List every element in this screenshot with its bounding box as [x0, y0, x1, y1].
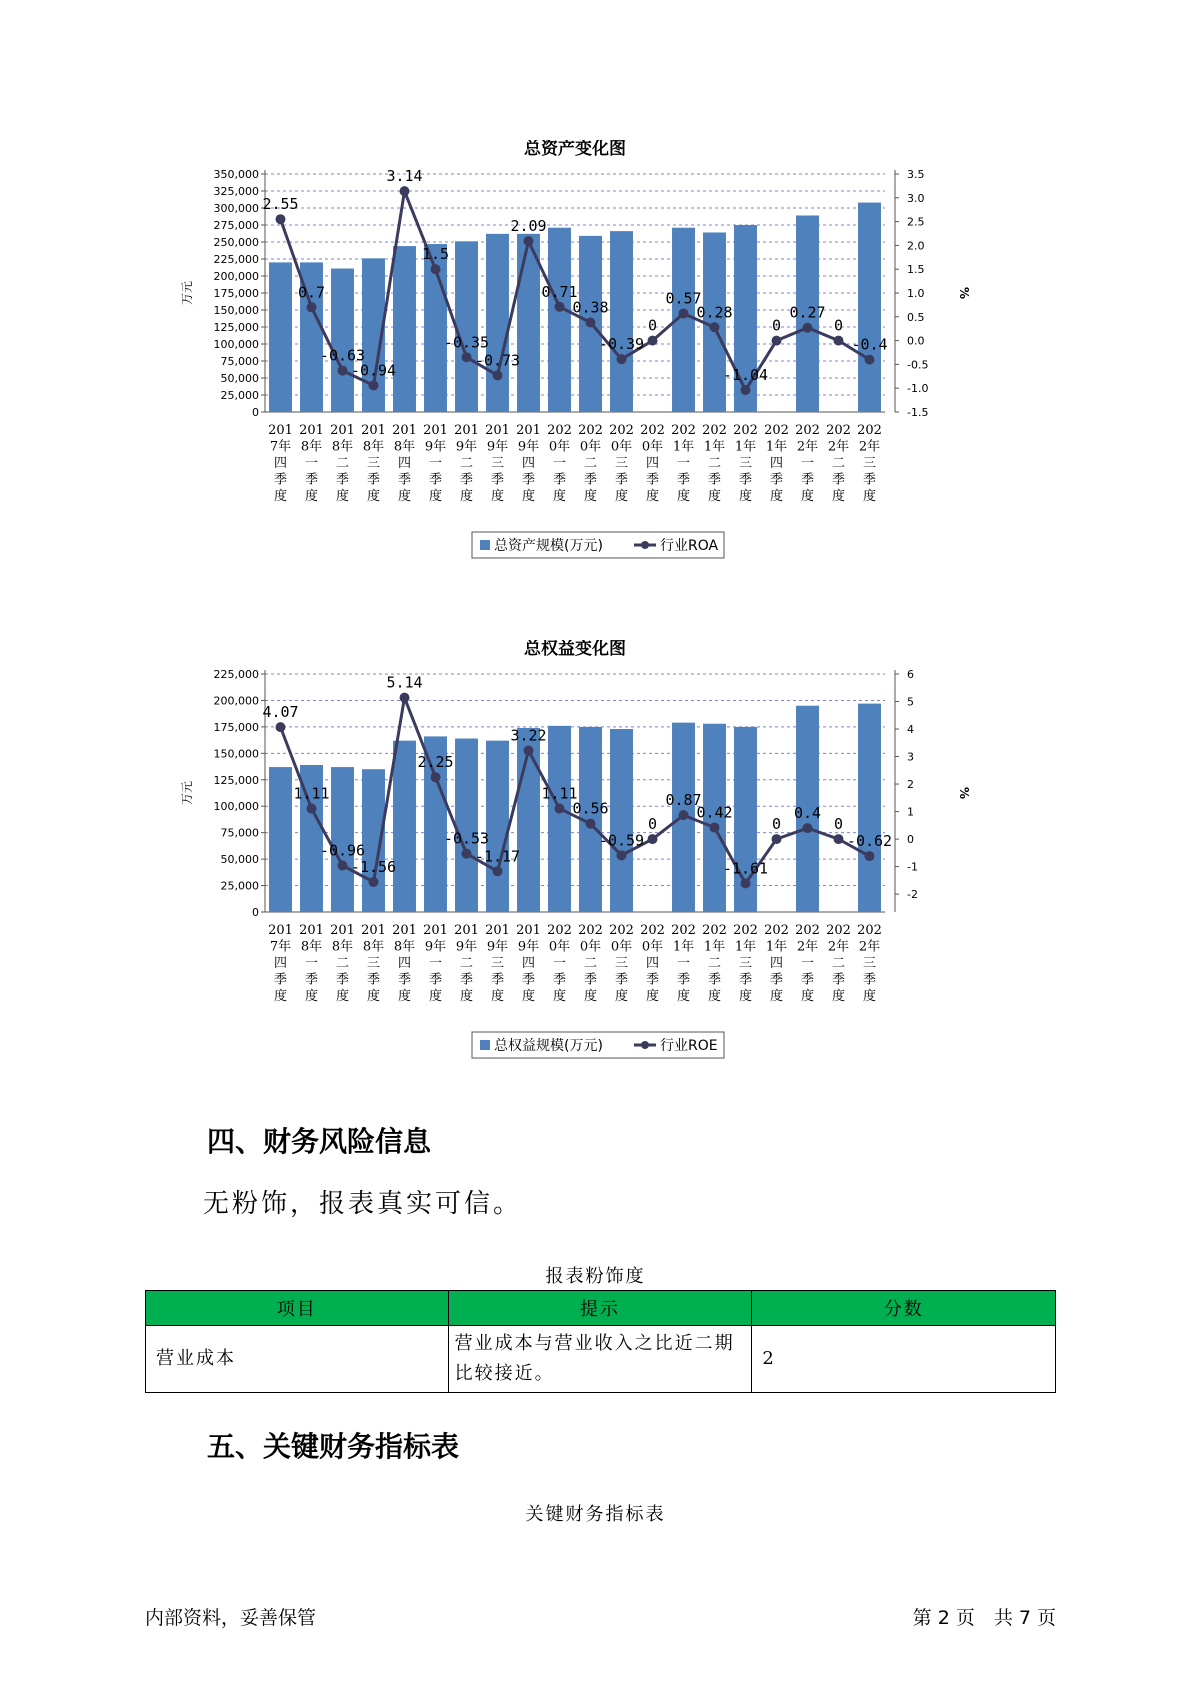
risk-table-caption: 报表粉饰度	[545, 1266, 646, 1287]
data-label: -1.04	[722, 366, 769, 385]
data-label: 0.4	[793, 804, 822, 823]
right-axis-tick-label: 2	[907, 778, 914, 792]
left-axis-tick-label: 175,000	[213, 287, 259, 300]
line-point	[865, 355, 875, 365]
x-axis-tick-label: 202 2年一季度	[795, 923, 820, 1004]
data-label: 0	[647, 815, 658, 834]
line-point	[586, 318, 596, 328]
right-axis-tick-label: 4	[907, 723, 914, 737]
x-axis-tick-label: 202 2年二季度	[826, 423, 851, 504]
x-axis-tick-label: 202 0年一季度	[547, 923, 572, 1004]
data-label: 0.27	[789, 303, 826, 322]
bar	[548, 726, 571, 912]
bar	[610, 231, 633, 412]
bar	[269, 262, 292, 412]
line-point	[369, 877, 379, 887]
line-point	[555, 302, 565, 312]
data-label: 0.28	[696, 303, 733, 322]
right-axis-tick-label: 3.0	[907, 191, 925, 205]
x-axis-tick-label: 201 8年三季度	[361, 923, 386, 1004]
left-axis-tick-label: 300,000	[213, 202, 259, 215]
legend-line-marker	[641, 1041, 649, 1049]
bar	[455, 241, 478, 412]
line-point	[803, 323, 813, 333]
footer-page-number: 第 2 页 共 7 页	[912, 1607, 1056, 1629]
data-label: 1.5	[421, 245, 450, 264]
legend-bar-label: 总资产规模(万元)	[494, 538, 603, 554]
data-label: -0.53	[443, 829, 490, 848]
data-label: 0	[833, 815, 844, 834]
data-label: 0.56	[572, 799, 609, 818]
chart-title: 总资产变化图	[524, 140, 626, 159]
x-axis-tick-label: 202 1年三季度	[733, 923, 758, 1004]
bar	[486, 234, 509, 412]
bar	[269, 767, 292, 912]
data-label: -0.62	[846, 832, 893, 851]
total-equity-chart	[175, 640, 995, 1080]
x-axis-tick-label: 202 0年四季度	[640, 923, 665, 1004]
right-axis-tick-label: -1	[907, 860, 918, 874]
data-label: -1.17	[474, 847, 521, 866]
data-label: 0.38	[572, 298, 609, 317]
data-label: 0.7	[297, 283, 326, 302]
total-assets-chart	[175, 140, 995, 580]
x-axis-tick-label: 202 1年三季度	[733, 423, 758, 504]
line-point	[307, 804, 317, 814]
x-axis-tick-label: 202 0年二季度	[578, 423, 603, 504]
data-label: 0.57	[665, 289, 702, 308]
left-axis-tick-label: 75,000	[220, 355, 259, 368]
line-point	[276, 214, 286, 224]
line-point	[679, 308, 689, 318]
right-axis-tick-label: 3.5	[907, 168, 925, 181]
bar	[393, 741, 416, 912]
x-axis-tick-label: 201 8年四季度	[392, 923, 417, 1004]
left-axis-tick-label: 100,000	[213, 800, 259, 814]
x-axis-tick-label: 202 2年三季度	[857, 923, 882, 1004]
chart-legend	[472, 1032, 724, 1058]
line-point	[586, 819, 596, 829]
x-axis-tick-label: 201 8年一季度	[299, 423, 324, 504]
data-label: 2.25	[417, 753, 454, 772]
data-label: 0	[833, 316, 844, 335]
table-row	[146, 1326, 1056, 1393]
x-axis-tick-label: 201 9年一季度	[423, 423, 448, 504]
line-point	[524, 236, 534, 246]
left-axis-tick-label: 175,000	[213, 720, 259, 734]
chart-title: 总权益变化图	[524, 640, 626, 659]
x-axis-tick-label: 201 8年一季度	[299, 923, 324, 1004]
legend-line-label: 行业ROA	[660, 538, 719, 554]
left-axis-tick-label: 225,000	[213, 253, 259, 266]
left-axis-tick-label: 275,000	[213, 219, 259, 232]
x-axis-tick-label: 201 8年四季度	[392, 423, 417, 504]
x-axis-tick-label: 201 7年四季度	[268, 423, 293, 504]
left-axis-tick-label: 225,000	[213, 668, 259, 681]
right-axis-tick-label: -1.5	[907, 406, 929, 419]
cell-item: 营业成本	[146, 1326, 449, 1393]
x-axis-tick-label: 202 1年四季度	[764, 423, 789, 504]
right-axis-tick-label: 1	[907, 805, 914, 819]
x-axis-tick-label: 202 1年二季度	[702, 423, 727, 504]
x-axis-tick-label: 202 2年三季度	[857, 423, 882, 504]
left-axis-tick-label: 125,000	[213, 773, 259, 787]
data-label: 4.07	[262, 703, 299, 722]
line-point	[741, 385, 751, 395]
right-axis-tick-label: 2.0	[907, 239, 925, 253]
data-label: -0.39	[598, 335, 645, 354]
x-axis-tick-label: 202 1年一季度	[671, 923, 696, 1004]
line-point	[338, 861, 348, 871]
line-point	[493, 866, 503, 876]
financial-risk-text: 无粉饰，报表真实可信。	[203, 1189, 523, 1219]
right-axis-tick-label: 1.0	[907, 287, 925, 300]
right-axis-tick-label: 5	[907, 695, 914, 709]
line-point	[617, 354, 627, 364]
risk-table	[145, 1290, 1056, 1393]
left-axis-tick-label: 25,000	[220, 879, 259, 893]
data-label: -1.56	[350, 858, 397, 877]
left-axis-tick-label: 325,000	[213, 185, 259, 198]
x-axis-tick-label: 202 0年四季度	[640, 423, 665, 504]
bar	[486, 741, 509, 912]
legend-bar-swatch	[480, 1040, 490, 1050]
line-point	[710, 322, 720, 332]
left-axis-tick-label: 150,000	[213, 747, 259, 761]
data-label: 3.22	[510, 726, 547, 745]
x-axis-tick-label: 202 0年三季度	[609, 423, 634, 504]
data-label: -0.94	[350, 361, 397, 380]
cell-score: 2	[752, 1326, 1056, 1393]
total-equity-chart-svg	[175, 640, 995, 1080]
right-axis-tick-label: 2.5	[907, 215, 925, 229]
x-axis-tick-label: 201 8年三季度	[361, 423, 386, 504]
data-label: 0	[647, 316, 658, 335]
left-axis-tick-label: 100,000	[213, 338, 259, 351]
x-axis-tick-label: 201 9年二季度	[454, 423, 479, 504]
line-point	[400, 186, 410, 196]
cell-hint: 营业成本与营业收入之比近二期比较接近。	[448, 1326, 752, 1393]
data-label: 5.14	[386, 673, 423, 692]
legend-line-label: 行业ROE	[660, 1038, 718, 1054]
x-axis-tick-label: 201 8年二季度	[330, 423, 355, 504]
line-point	[679, 810, 689, 820]
x-axis-tick-label: 201 9年二季度	[454, 923, 479, 1004]
data-label: -0.4	[851, 335, 888, 354]
right-axis-title: %	[957, 286, 971, 300]
line-point	[772, 834, 782, 844]
x-axis-tick-label: 201 9年四季度	[516, 923, 541, 1004]
x-axis-tick-label: 201 9年四季度	[516, 423, 541, 504]
line-point	[834, 336, 844, 346]
line-point	[524, 745, 534, 755]
x-axis-tick-label: 201 9年三季度	[485, 923, 510, 1004]
bar	[331, 269, 354, 412]
right-axis-title: %	[957, 786, 971, 800]
right-axis-tick-label: -2	[907, 888, 918, 902]
data-label: -0.96	[319, 841, 366, 860]
line-point	[400, 693, 410, 703]
left-axis-tick-label: 0	[252, 906, 259, 919]
x-axis-tick-label: 202 2年二季度	[826, 923, 851, 1004]
x-axis-tick-label: 202 1年二季度	[702, 923, 727, 1004]
left-axis-tick-label: 0	[252, 406, 259, 419]
line-point	[369, 380, 379, 390]
left-axis-tick-label: 250,000	[213, 236, 259, 249]
right-axis-tick-label: 3	[907, 750, 914, 764]
line-point	[431, 264, 441, 274]
bar	[858, 704, 881, 912]
line-point	[617, 850, 627, 860]
bar	[331, 767, 354, 912]
key-indicators-table-caption: 关键财务指标表	[525, 1504, 666, 1525]
bar	[548, 228, 571, 412]
column-header-hint: 提示	[448, 1291, 752, 1326]
line-point	[555, 804, 565, 814]
legend-bar-swatch	[480, 540, 490, 550]
right-axis-tick-label: 0.5	[907, 310, 925, 324]
risk-table-header-row	[146, 1291, 1056, 1326]
line-point	[648, 336, 658, 346]
data-label: 0.87	[665, 791, 702, 810]
left-axis-title: 万元	[180, 280, 194, 306]
line-point	[462, 849, 472, 859]
line-point	[462, 352, 472, 362]
bar	[393, 246, 416, 412]
right-axis-tick-label: -1.0	[907, 382, 929, 396]
left-axis-tick-label: 25,000	[220, 389, 259, 402]
x-axis-tick-label: 202 0年二季度	[578, 923, 603, 1004]
data-label: 1.11	[293, 784, 330, 803]
data-label: 2.09	[510, 217, 547, 236]
x-axis-tick-label: 201 9年一季度	[423, 923, 448, 1004]
right-axis-tick-label: 6	[907, 668, 914, 681]
column-header-score: 分数	[752, 1291, 1056, 1326]
x-axis-tick-label: 202 0年一季度	[547, 423, 572, 504]
data-label: -1.61	[722, 859, 769, 878]
data-label: -0.59	[598, 831, 645, 850]
legend-bar-label: 总权益规模(万元)	[494, 1038, 603, 1054]
left-axis-tick-label: 150,000	[213, 304, 259, 317]
line-point	[493, 370, 503, 380]
line-point	[772, 336, 782, 346]
right-axis-tick-label: -0.5	[907, 358, 929, 372]
section-heading-financial-risk: 四、财务风险信息	[207, 1125, 432, 1158]
data-label: -0.73	[474, 351, 521, 370]
left-axis-tick-label: 50,000	[220, 853, 259, 867]
line-point	[834, 834, 844, 844]
line-point	[431, 772, 441, 782]
data-label: 0	[771, 316, 782, 335]
x-axis-tick-label: 202 2年一季度	[795, 423, 820, 504]
x-axis-tick-label: 201 9年三季度	[485, 423, 510, 504]
column-header-item: 项目	[146, 1291, 449, 1326]
left-axis-tick-label: 200,000	[213, 270, 259, 283]
left-axis-tick-label: 350,000	[213, 168, 259, 181]
data-label: 0	[771, 815, 782, 834]
footer-confidential-note: 内部资料，妥善保管	[145, 1607, 317, 1629]
line-point	[803, 823, 813, 833]
right-axis-tick-label: 1.5	[907, 263, 925, 277]
left-axis-tick-label: 75,000	[220, 826, 259, 840]
x-axis-tick-label: 201 8年二季度	[330, 923, 355, 1004]
bar	[858, 203, 881, 412]
data-label: 0.71	[541, 282, 578, 301]
data-label: 1.11	[541, 784, 578, 803]
left-axis-tick-label: 125,000	[213, 321, 259, 334]
line-point	[741, 878, 751, 888]
section-heading-key-indicators: 五、关键财务指标表	[207, 1430, 460, 1463]
line-point	[710, 823, 720, 833]
data-label: 0.42	[696, 803, 733, 822]
left-axis-tick-label: 200,000	[213, 694, 259, 708]
total-assets-chart-svg	[175, 140, 995, 580]
line-point	[865, 851, 875, 861]
x-axis-tick-label: 202 1年四季度	[764, 923, 789, 1004]
left-axis-title: 万元	[180, 780, 194, 806]
legend-line-marker	[641, 541, 649, 549]
data-label: 2.55	[262, 195, 299, 214]
bar	[610, 729, 633, 912]
line-point	[648, 834, 658, 844]
data-label: -0.63	[319, 346, 366, 365]
x-axis-tick-label: 202 0年三季度	[609, 923, 634, 1004]
left-axis-tick-label: 50,000	[220, 372, 259, 385]
right-axis-tick-label: 0.0	[907, 334, 925, 348]
line-point	[338, 366, 348, 376]
x-axis-tick-label: 201 7年四季度	[268, 923, 293, 1004]
right-axis-tick-label: 0	[907, 833, 914, 847]
line-point	[276, 722, 286, 732]
x-axis-tick-label: 202 1年一季度	[671, 423, 696, 504]
bar	[455, 739, 478, 912]
data-label: 3.14	[386, 167, 423, 186]
chart-legend	[472, 532, 724, 558]
data-label: -0.35	[443, 333, 490, 352]
line-point	[307, 302, 317, 312]
